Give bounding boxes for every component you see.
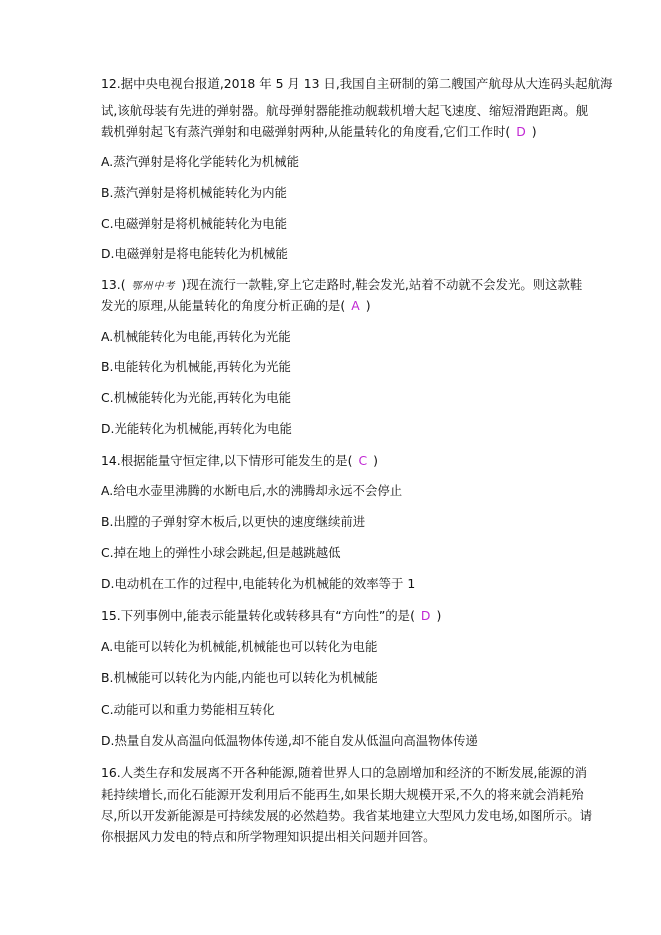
q16-stem-line-1: 16.人类生存和发展离不开各种能源,随着世界人口的急剧增加和经济的不断发展,能源的消 [101,765,588,780]
q12-option-d: D.电磁弹射是将电能转化为机械能 [101,246,288,261]
q13-answer: A [351,298,360,313]
q13-stem-text-2: 发光的原理,从能量转化的角度分析正确的是( [101,298,346,313]
q12-stem-line-1: 12.据中央电视台报道,2018 年 5 月 13 日,我国自主研制的第二艘国产航母从大连码头起航海 [101,76,613,91]
q12-option-a: A.蒸汽弹射是将化学能转化为机械能 [101,154,300,169]
q14-stem [101,453,378,469]
q13-stem-line-1 [101,277,582,295]
q15-option-d: D.热量自发从高温向低温物体传递,却不能自发从低温向高温物体传递 [101,733,478,748]
q12-stem-text: 载机弹射起飞有蒸汽弹射和电磁弹射两种,从能量转化的角度看,它们工作时( [101,124,511,139]
q12-option-c: C.电磁弹射是将机械能转化为电能 [101,216,288,231]
q14-option-b: B.出膛的子弹射穿木板后,以更快的速度继续前进 [101,514,366,529]
q13-stem-line-2 [101,298,371,314]
q13-option-a: A.机械能转化为电能,再转化为光能 [101,329,291,344]
q14-close-paren: ) [373,453,379,468]
q15-stem [101,608,441,624]
q16-stem-line-4: 你根据风力发电的特点和所学物理知识提出相关问题并回答。 [101,829,436,844]
q14-stem-text: 14.根据能量守恒定律,以下情形可能发生的是( [101,453,353,468]
q15-answer: D [420,608,431,623]
q13-number: 13.( [101,277,126,292]
q12-stem-line-3 [101,124,537,140]
q15-option-a: A.电能可以转化为机械能,机械能也可以转化为电能 [101,639,378,654]
q12-close-paren: ) [531,124,537,139]
q15-close-paren: ) [436,608,442,623]
q12-stem-line-2: 试,该航母装有先进的弹射器。航母弹射器能推动舰载机增大起飞速度、缩短滑跑距离。舰 [101,103,589,118]
q14-option-a: A.给电水壶里沸腾的水断电后,水的沸腾却永远不会停止 [101,483,403,498]
q13-option-b: B.电能转化为机械能,再转化为光能 [101,359,291,374]
q13-stem-text: )现在流行一款鞋,穿上它走路时,鞋会发光,站着不动就不会发光。则这款鞋 [181,277,583,292]
q14-option-d: D.电动机在工作的过程中,电能转化为机械能的效率等于 1 [101,576,416,591]
q15-stem-text: 15.下列事例中,能表示能量转化或转移具有“方向性”的是( [101,608,415,623]
q16-stem-line-2: 耗持续增长,而化石能源开发利用后不能再生,如果长期大规模开采,不久的将来就会消耗殆 [101,787,584,802]
q12-answer: D [516,124,526,139]
q14-option-c: C.掉在地上的弹性小球会跳起,但是越跳越低 [101,545,341,560]
q12-option-b: B.蒸汽弹射是将机械能转化为内能 [101,185,287,200]
q15-option-c: C.动能可以和重力势能相互转化 [101,702,275,717]
q14-answer: C [358,453,368,468]
q16-stem-line-3: 尽,所以开发新能源是可持续发展的必然趋势。我省某地建立大型风力发电场,如图所示。请 [101,808,593,823]
q13-option-c: C.机械能转化为光能,再转化为电能 [101,390,291,405]
q15-option-b: B.机械能可以转化为内能,内能也可以转化为机械能 [101,670,378,685]
q13-close-paren: ) [365,298,371,313]
q13-source-tag: 鄂州中考 [131,281,176,292]
q13-option-d: D.光能转化为机械能,再转化为电能 [101,421,292,436]
